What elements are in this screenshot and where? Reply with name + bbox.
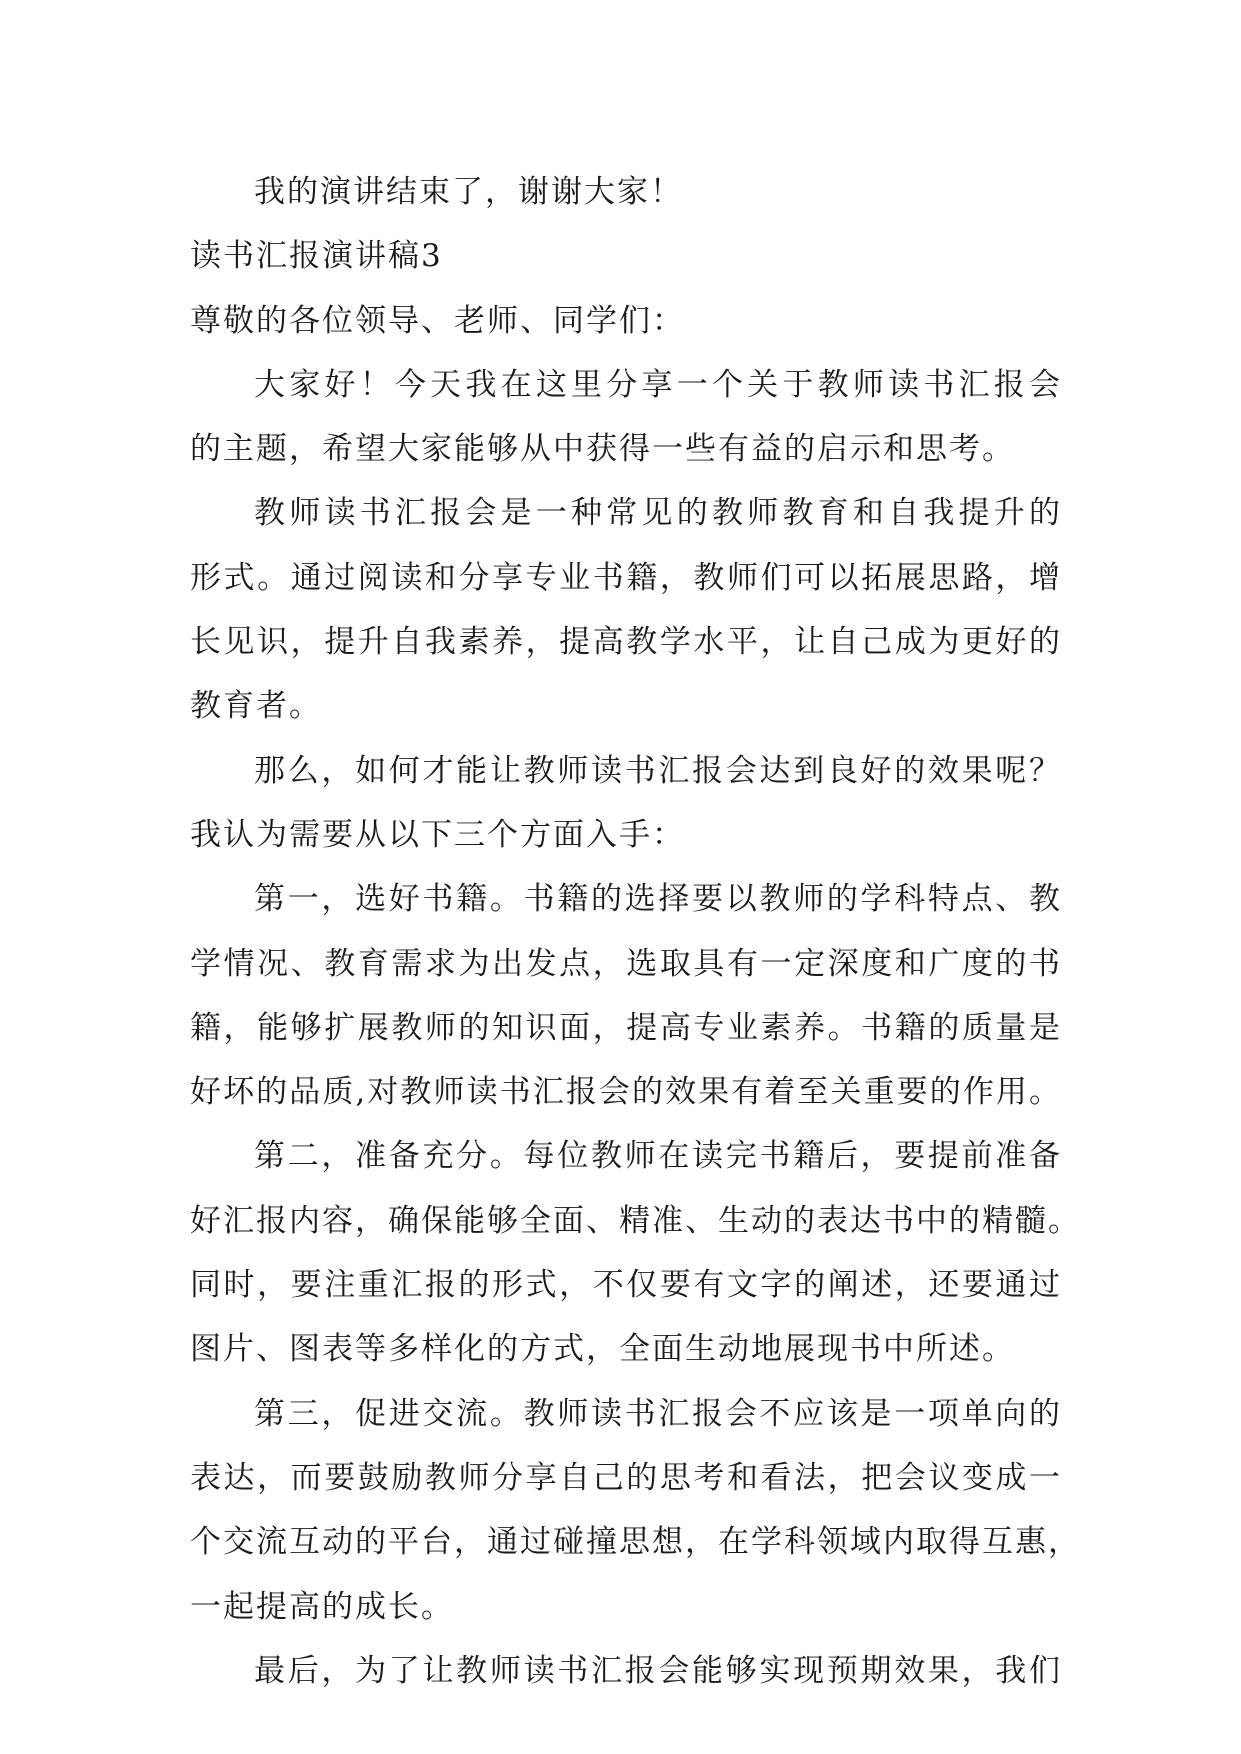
text-line: 个交流互动的平台，通过碰撞思想，在学科领域内取得互惠，	[190, 1524, 1081, 1561]
text-line: 我认为需要从以下三个方面入手：	[190, 816, 685, 853]
text-line: 那么，如何才能让教师读书汇报会达到良好的效果呢？	[254, 752, 1062, 789]
text-line: 学情况、教育需求为出发点，选取具有一定深度和广度的书	[190, 945, 1062, 982]
text-line: 尊敬的各位领导、老师、同学们：	[190, 302, 685, 339]
text-line: 好坏的品质,对教师读书汇报会的效果有着至关重要的作用。	[190, 1074, 1062, 1111]
text-line: 的主题，希望大家能够从中获得一些有益的启示和思考。	[190, 431, 1015, 468]
text-line: 同时，要注重汇报的形式，不仅要有文字的阐述，还要通过	[190, 1267, 1062, 1304]
text-line: 教育者。	[190, 688, 322, 725]
text-line: 第一，选好书籍。书籍的选择要以教师的学科特点、教	[254, 881, 1062, 918]
text-line: 好汇报内容，确保能够全面、精准、生动的表达书中的精髓。	[190, 1202, 1081, 1239]
text-line: 表达，而要鼓励教师分享自己的思考和看法，把会议变成一	[190, 1459, 1062, 1496]
text-line: 大家好！今天我在这里分享一个关于教师读书汇报会	[254, 366, 1062, 403]
text-line: 第二，准备充分。每位教师在读完书籍后，要提前准备	[254, 1138, 1062, 1175]
text-line: 一起提高的成长。	[190, 1588, 454, 1625]
text-line: 读书汇报演讲稿3	[190, 238, 443, 275]
text-line: 形式。通过阅读和分享专业书籍，教师们可以拓展思路，增	[190, 559, 1062, 596]
text-line: 籍，能够扩展教师的知识面，提高专业素养。书籍的质量是	[190, 1009, 1062, 1046]
text-line: 图片、图表等多样化的方式，全面生动地展现书中所述。	[190, 1331, 1015, 1368]
text-line: 我的演讲结束了，谢谢大家！	[254, 174, 683, 210]
text-line: 第三，促进交流。教师读书汇报会不应该是一项单向的	[254, 1395, 1062, 1432]
text-line: 长见识，提升自我素养，提高教学水平，让自己成为更好的	[190, 624, 1062, 661]
text-line: 最后，为了让教师读书汇报会能够实现预期效果，我们	[254, 1652, 1062, 1689]
document-body	[190, 160, 1081, 1703]
text-line: 教师读书汇报会是一种常见的教师教育和自我提升的	[254, 495, 1062, 532]
